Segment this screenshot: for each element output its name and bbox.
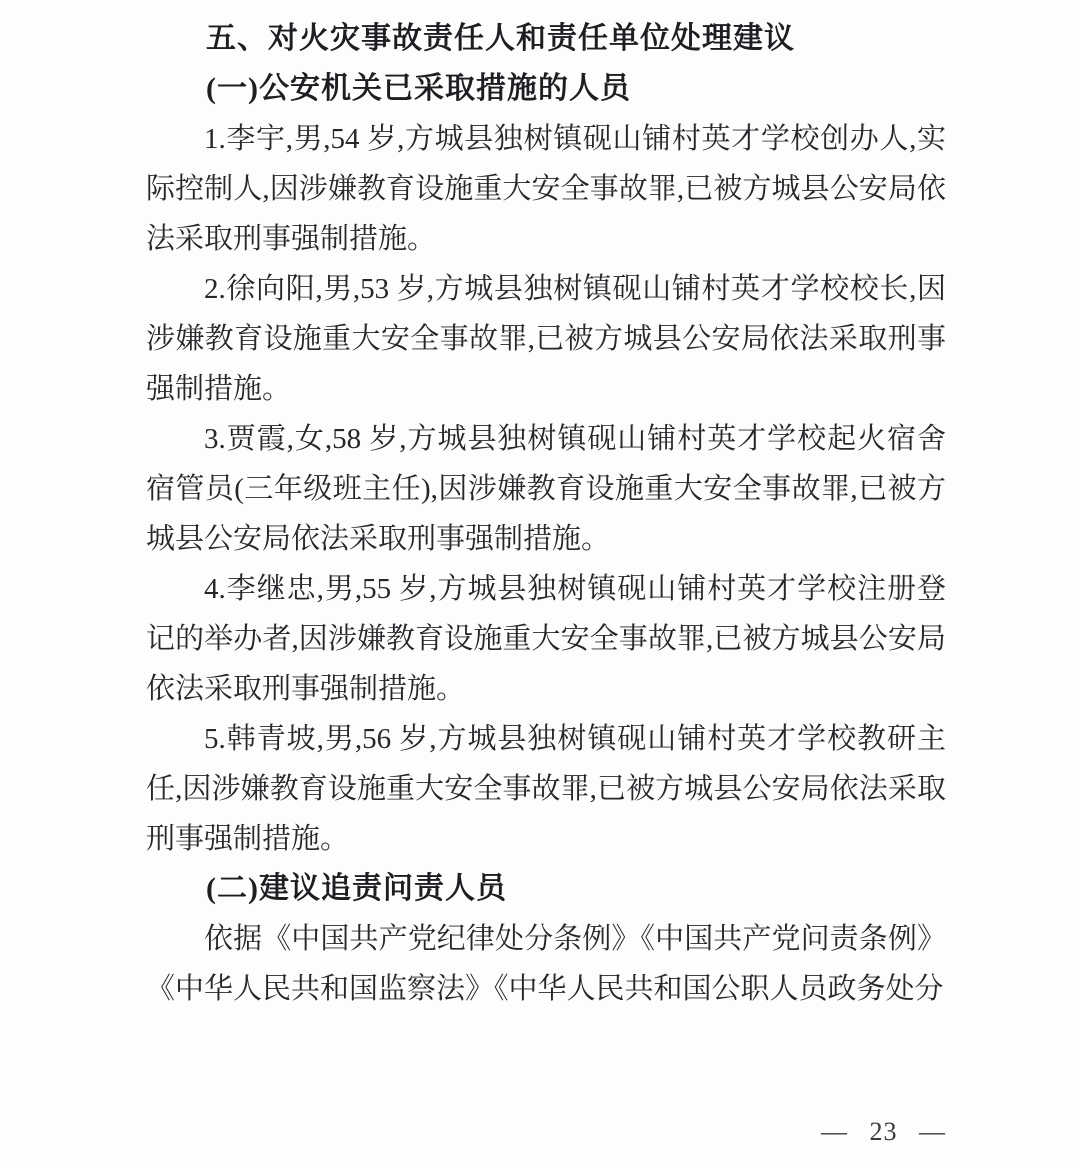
section1-paragraph-5: 5.韩青坡,男,56 岁,方城县独树镇砚山铺村英才学校教研主任,因涉嫌教育设施重大安全事故罪,已被方城县公安局依法采取刑事强制措施。 — [146, 723, 946, 855]
section1-paragraph-2: 2.徐向阳,男,53 岁,方城县独树镇砚山铺村英才学校校长,因涉嫌教育设施重大安全事故罪,已被方城县公安局依法采取刑事强制措施。 — [146, 273, 946, 405]
section1-paragraph-4: 4.李继忠,男,55 岁,方城县独树镇砚山铺村英才学校注册登记的举办者,因涉嫌教育设施重大安全事故罪,已被方城县公安局依法采取刑事强制措施。 — [146, 573, 946, 705]
section2-paragraph-1: 依据《中国共产党纪律处分条例》《中国共产党问责条例》《中华人民共和国监察法》《中华人民共和国公职人员政务处分 — [146, 923, 946, 1005]
section2-heading: (二)建议追责问责人员 — [206, 872, 507, 905]
section1-paragraph-1: 1.李宇,男,54 岁,方城县独树镇砚山铺村英才学校创办人,实际控制人,因涉嫌教育设施重大安全事故罪,已被方城县公安局依法采取刑事强制措施。 — [146, 123, 946, 255]
section1-paragraph-3: 3.贾霞,女,58 岁,方城县独树镇砚山铺村英才学校起火宿舍宿管员(三年级班主任),因涉嫌教育设施重大安全事故罪,已被方城县公安局依法采取刑事强制措施。 — [146, 423, 946, 555]
document-title: 五、对火灾事故责任人和责任单位处理建议 — [206, 22, 795, 55]
page-number: — 23 — — [821, 1117, 946, 1146]
section1-heading: (一)公安机关已采取措施的人员 — [206, 72, 631, 105]
